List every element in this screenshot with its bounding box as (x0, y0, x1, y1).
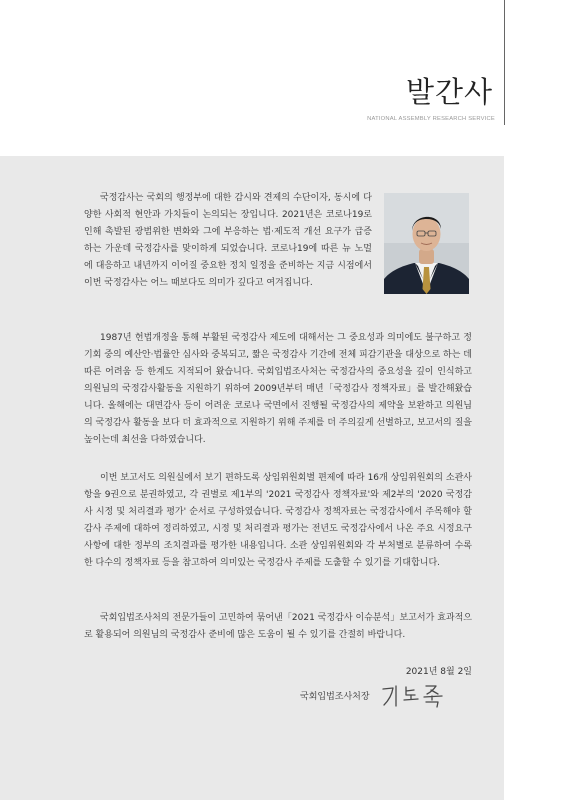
handwritten-signature (380, 681, 452, 709)
director-portrait (384, 193, 469, 294)
publication-date: 2021년 8월 2일 (405, 667, 472, 677)
body-paragraph-3: 이번 보고서도 의원실에서 보기 편하도록 상임위원회별 편제에 따라 16개 상임위원회의 소관사항을 9권으로 분권하였고, 각 권별로 제1부의 '2021 국정감사 정책자료'와 제2부의 '2020 국정감사 시정 및 처리결과 평가' 순서로 구성하였습니다. 국정감사 정책자료는 국정감사에서 주목해야 할 감사 주제에 대하여 정리하였고, 시정 및 처리결과 평가는 전년도 국정감사에서 나온 주요 시정요구사항에 대한 정부의 조치결과를 평가한 내용입니다. 소관 상임위원회와 각 부처별로 분류하여 수록한 다수의 정책자료 등을 참고하여 의미있는 국정감사 주제를 도출할 수 있기를 기대합니다. (84, 473, 472, 568)
signer-block (300, 680, 452, 710)
page-title: 발간사 (405, 75, 493, 109)
page-subtitle: NATIONAL ASSEMBLY RESEARCH SERVICE (367, 116, 495, 122)
body-paragraph-2: 1987년 헌법개정을 통해 부활된 국정감사 제도에 대해서는 그 중요성과 의미에도 불구하고 정기회 중의 예산안‧법률안 심사와 중복되고, 짧은 국정감사 기간에 전체 피감기관을 대상으로 하는 데 따른 어려움 등 한계도 지적되어 왔습니다. 국회입법조사처는 국정감사의 중요성을 깊이 인식하고 의원님의 국정감사활동을 지원하기 위하여 2009년부터 매년「국정감사 정책자료」를 발간해왔습니다. 올해에는 대면감사 등이 어려운 코로나 국면에서 진행될 국정감사의 제약을 보완하고 의원님의 국정감사 활동을 보다 더 효과적으로 지원하기 위해 주제를 더 주의깊게 선별하고, 보고서의 질을 높이는데 최선을 다하였습니다. (84, 333, 472, 445)
signer-title: 국회입법조사처장 (300, 691, 370, 702)
header-vertical-rule (504, 0, 505, 125)
portrait-image (384, 193, 469, 294)
body-paragraph-1: 국정감사는 국회의 행정부에 대한 감시와 견제의 수단이자, 동시에 다양한 사회적 현안과 가치들이 논의되는 장입니다. 2021년은 코로나19로 인해 촉발된 광범위한 변화와 그에 부응하는 법‧제도적 개선 요구가 급증하는 가운데 국정감사를 맞이하게 되었습니다. 코로나19에 따른 뉴 노멀에 대응하고 내년까지 이어질 중요한 정치 일정을 준비하는 지금 시점에서 이번 국정감사는 어느 때보다도 의미가 깊다고 여겨집니다. (84, 193, 372, 288)
body-paragraph-4: 국회입법조사처의 전문가들이 고민하여 묶어낸「2021 국정감사 이슈분석」보고서가 효과적으로 활용되어 의원님의 국정감사 준비에 많은 도움이 될 수 있기를 간절히 바랍니다. (84, 613, 472, 640)
